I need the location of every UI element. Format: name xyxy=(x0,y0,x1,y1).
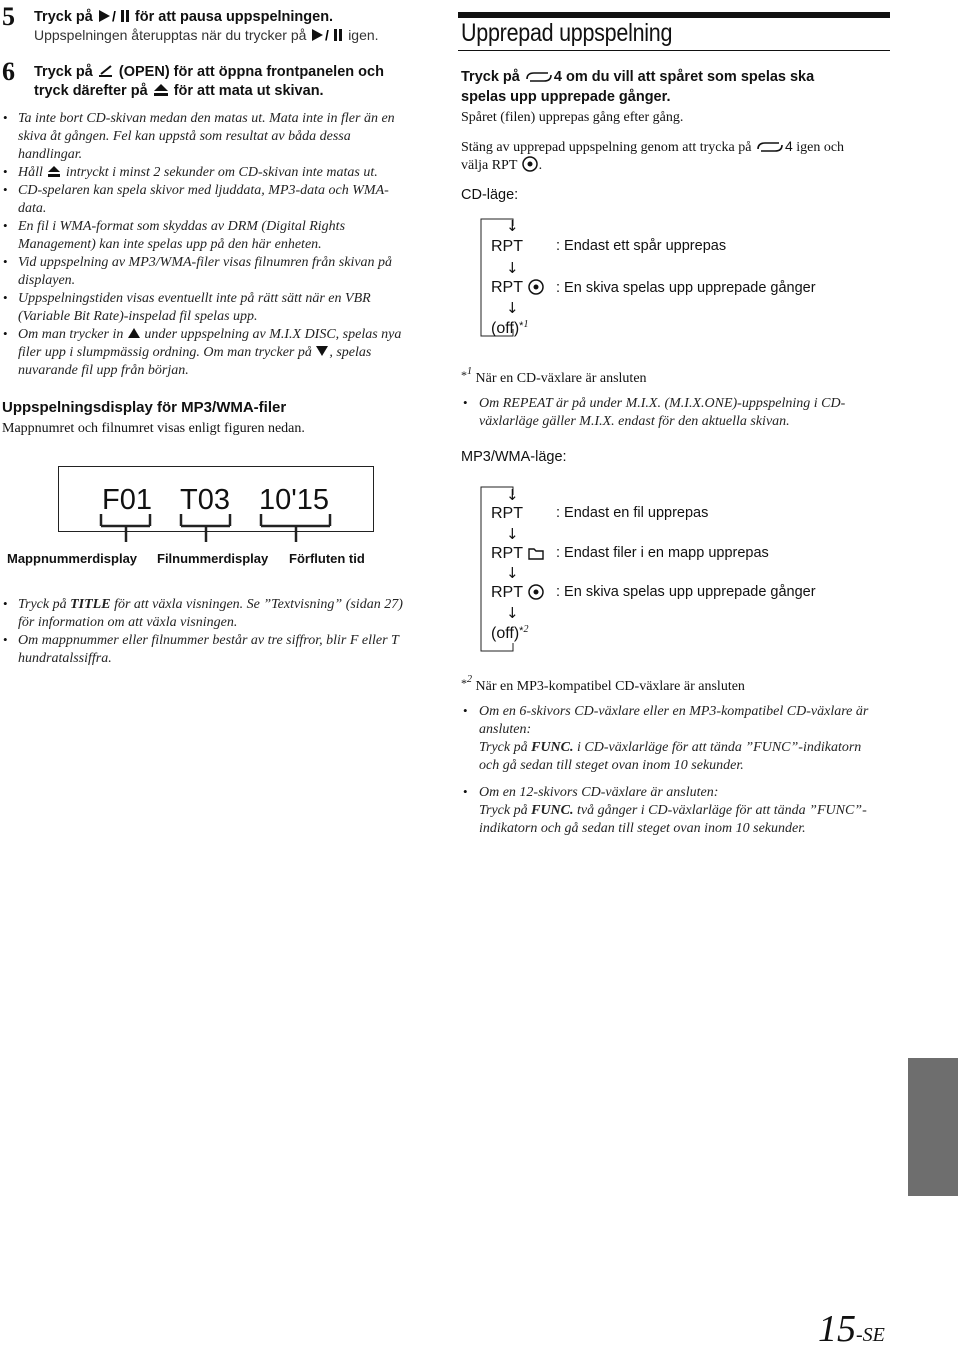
cd-row-1-desc: : Endast ett spår upprepas xyxy=(556,238,727,254)
changer-note-1-line-3: Tryck på FUNC. i CD-växlarläge för att tända ”FUNC”-indikatorn xyxy=(479,740,862,755)
changer-note-2-line-2: Tryck på FUNC. två gånger i CD-växlarläge för att tända ”FUNC”- xyxy=(479,803,867,818)
title-note-line-2: för information om att växla visningen. xyxy=(18,615,238,630)
bullet: • xyxy=(3,596,8,611)
step-5-number: 5 xyxy=(2,2,15,31)
cd-row-2-desc: : En skiva spelas upp upprepade gånger xyxy=(556,280,816,296)
cd-mode-label: CD-läge: xyxy=(461,187,519,203)
folder-number-value: F01 xyxy=(102,484,152,516)
repeat-sub-2-line-1: Stäng av upprepad uppspelning genom att trycka på 4 igen och xyxy=(461,137,844,159)
note-5-line-1: Vid uppspelning av MP3/WMA-filer visas filnumren från skivan på xyxy=(18,255,393,270)
cd-row-1-label: RPT xyxy=(491,238,523,255)
note-6-line-1: Uppspelningstiden visas eventuellt inte på rätt sätt när en VBR xyxy=(18,291,371,306)
mp3-row-2-label: RPT xyxy=(491,545,545,565)
cd-row-3-label: (off)$^{*1}$ xyxy=(491,319,529,337)
note-1-line-2: skiva åt gången. Fel kan uppstå som resultat av båda dessa xyxy=(18,129,351,144)
mp3-row-4-label: (off)$^{*2}$ xyxy=(491,624,529,642)
bullet: • xyxy=(463,395,468,410)
step-5-line-2: Uppspelningen återupptas när du trycker på / igen. xyxy=(34,27,379,43)
bullet: • xyxy=(3,254,8,269)
changer-note-1-line-1: Om en 6-skivors CD-växlare eller en MP3-kompatibel CD-växlare är xyxy=(479,704,869,719)
note-7-line-1: Om man trycker in under uppspelning av M.I.X DISC, spelas nya xyxy=(18,326,401,345)
changer-note-1-line-2: ansluten: xyxy=(479,722,532,737)
cycle-arrow-icon: ↓ xyxy=(506,217,519,235)
digits-note-line-1: Om mappnummer eller filnummer består av tre siffror, blir F eller T xyxy=(18,633,399,648)
changer-note-1-line-4: och gå sedan till steget ovan inom 10 sekunder. xyxy=(479,758,744,773)
changer-note-2-line-3: indikatorn och gå sedan till steget ovan inom 10 sekunder. xyxy=(479,821,806,836)
cycle-arrow-icon: ↓ xyxy=(506,299,519,317)
bullet: • xyxy=(463,703,468,718)
mp3-row-1-label: RPT xyxy=(491,505,523,522)
elapsed-time-value: 10'15 xyxy=(259,484,330,516)
changer-note-2-line-1: Om en 12-skivors CD-växlare är ansluten: xyxy=(479,785,719,800)
note-7-line-3: nuvarande fil upp från början. xyxy=(18,363,189,378)
mp3-mode-label: MP3/WMA-läge: xyxy=(461,449,567,465)
step-5-line-1: Tryck på / för att pausa uppspelningen. xyxy=(34,8,333,29)
mp3-row-3-label: RPT xyxy=(491,584,545,605)
folder-number-label: Mappnummerdisplay xyxy=(7,551,138,566)
file-number-label: Filnummerdisplay xyxy=(157,551,269,566)
cycle-arrow-icon: ↓ xyxy=(506,259,519,277)
step-6-line-2: tryck därefter på för att mata ut skivan. xyxy=(34,82,324,103)
bullet: • xyxy=(463,784,468,799)
note-5-line-2: displayen. xyxy=(18,273,76,288)
cycle-arrow-icon: ↓ xyxy=(506,564,519,582)
repeat-sub-1: Spåret (filen) upprepas gång efter gång. xyxy=(461,110,684,125)
elapsed-time-label: Förfluten tid xyxy=(289,551,365,566)
bullet: • xyxy=(3,326,8,341)
step-6-number: 6 xyxy=(2,57,15,86)
cycle-arrow-icon: ↓ xyxy=(506,486,519,504)
note-4-line-2: Management) kan inte spelas upp på den här enheten. xyxy=(18,237,322,252)
page-number: 15-SE xyxy=(818,1308,885,1350)
footnote-1: *$^1$ När en CD-växlare är ansluten xyxy=(461,366,647,386)
cd-note-line-1: Om REPEAT är på under M.I.X. (M.I.X.ONE)-uppspelning i CD- xyxy=(479,396,846,411)
mp3-row-3-desc: : En skiva spelas upp upprepade gånger xyxy=(556,584,816,600)
bullet: • xyxy=(3,290,8,305)
display-section-heading: Uppspelningsdisplay för MP3/WMA-filer xyxy=(2,399,287,416)
mp3-row-2-desc: : Endast filer i en mapp upprepas xyxy=(556,545,769,561)
note-4-line-1: En fil i WMA-format som skyddas av DRM (Digital Rights xyxy=(18,219,346,234)
note-1-line-3: handlingar. xyxy=(18,147,83,162)
mp3-row-1-desc: : Endast en fil upprepas xyxy=(556,505,709,521)
note-6-line-2: (Variable Bit Rate)-inspelad fil spelas upp. xyxy=(18,309,258,324)
display-section-intro: Mappnumret och filnumret visas enligt figuren nedan. xyxy=(2,421,305,436)
note-3-line-1: CD-spelaren kan spela skivor med ljuddata, MP3-data och WMA- xyxy=(18,183,389,198)
note-7-line-2: filer upp i slumpmässig ordning. Om man trycker på , spelas xyxy=(18,344,371,363)
bullet: • xyxy=(3,110,8,125)
disc-icon xyxy=(527,584,545,605)
step-6-line-1: Tryck på (OPEN) för att öppna frontpanelen och xyxy=(34,63,384,84)
section-side-tab xyxy=(908,1058,958,1196)
bullet: • xyxy=(3,218,8,233)
svg-text:/: / xyxy=(325,27,330,43)
repeat-intro-line-1: Tryck på 4 om du vill att spåret som spelas ska xyxy=(461,68,814,89)
repeat-sub-2-line-2: välja RPT . xyxy=(461,156,542,178)
note-2: Håll intryckt i minst 2 sekunder om CD-skivan inte matas ut. xyxy=(18,164,378,184)
folder-icon xyxy=(527,546,545,565)
title-note-line-1: Tryck på TITLE för att växla visningen. Se ”Textvisning” (sidan 27) xyxy=(18,597,403,612)
cycle-arrow-icon: ↓ xyxy=(506,604,519,622)
cd-note-line-2: växlarläge gäller M.I.X. endast för den aktuella skivan. xyxy=(479,414,790,429)
bullet: • xyxy=(3,164,8,179)
footnote-2: *$^2$ När en MP3-kompatibel CD-växlare är ansluten xyxy=(461,674,745,694)
bullet: • xyxy=(3,632,8,647)
section-title: Upprepad uppspelning xyxy=(461,19,673,47)
cycle-arrow-icon: ↓ xyxy=(506,525,519,543)
repeat-intro-line-2: spelas upp upprepade gånger. xyxy=(461,89,671,105)
track-number-value: T03 xyxy=(180,484,230,516)
note-1-line-1: Ta inte bort CD-skivan medan den matas ut. Mata inte in fler än en xyxy=(18,111,395,126)
note-3-line-2: data. xyxy=(18,201,47,216)
svg-text:/: / xyxy=(111,8,116,24)
cd-row-2-label: RPT xyxy=(491,279,545,300)
bullet: • xyxy=(3,182,8,197)
digits-note-line-2: hundratalssiffra. xyxy=(18,651,112,666)
